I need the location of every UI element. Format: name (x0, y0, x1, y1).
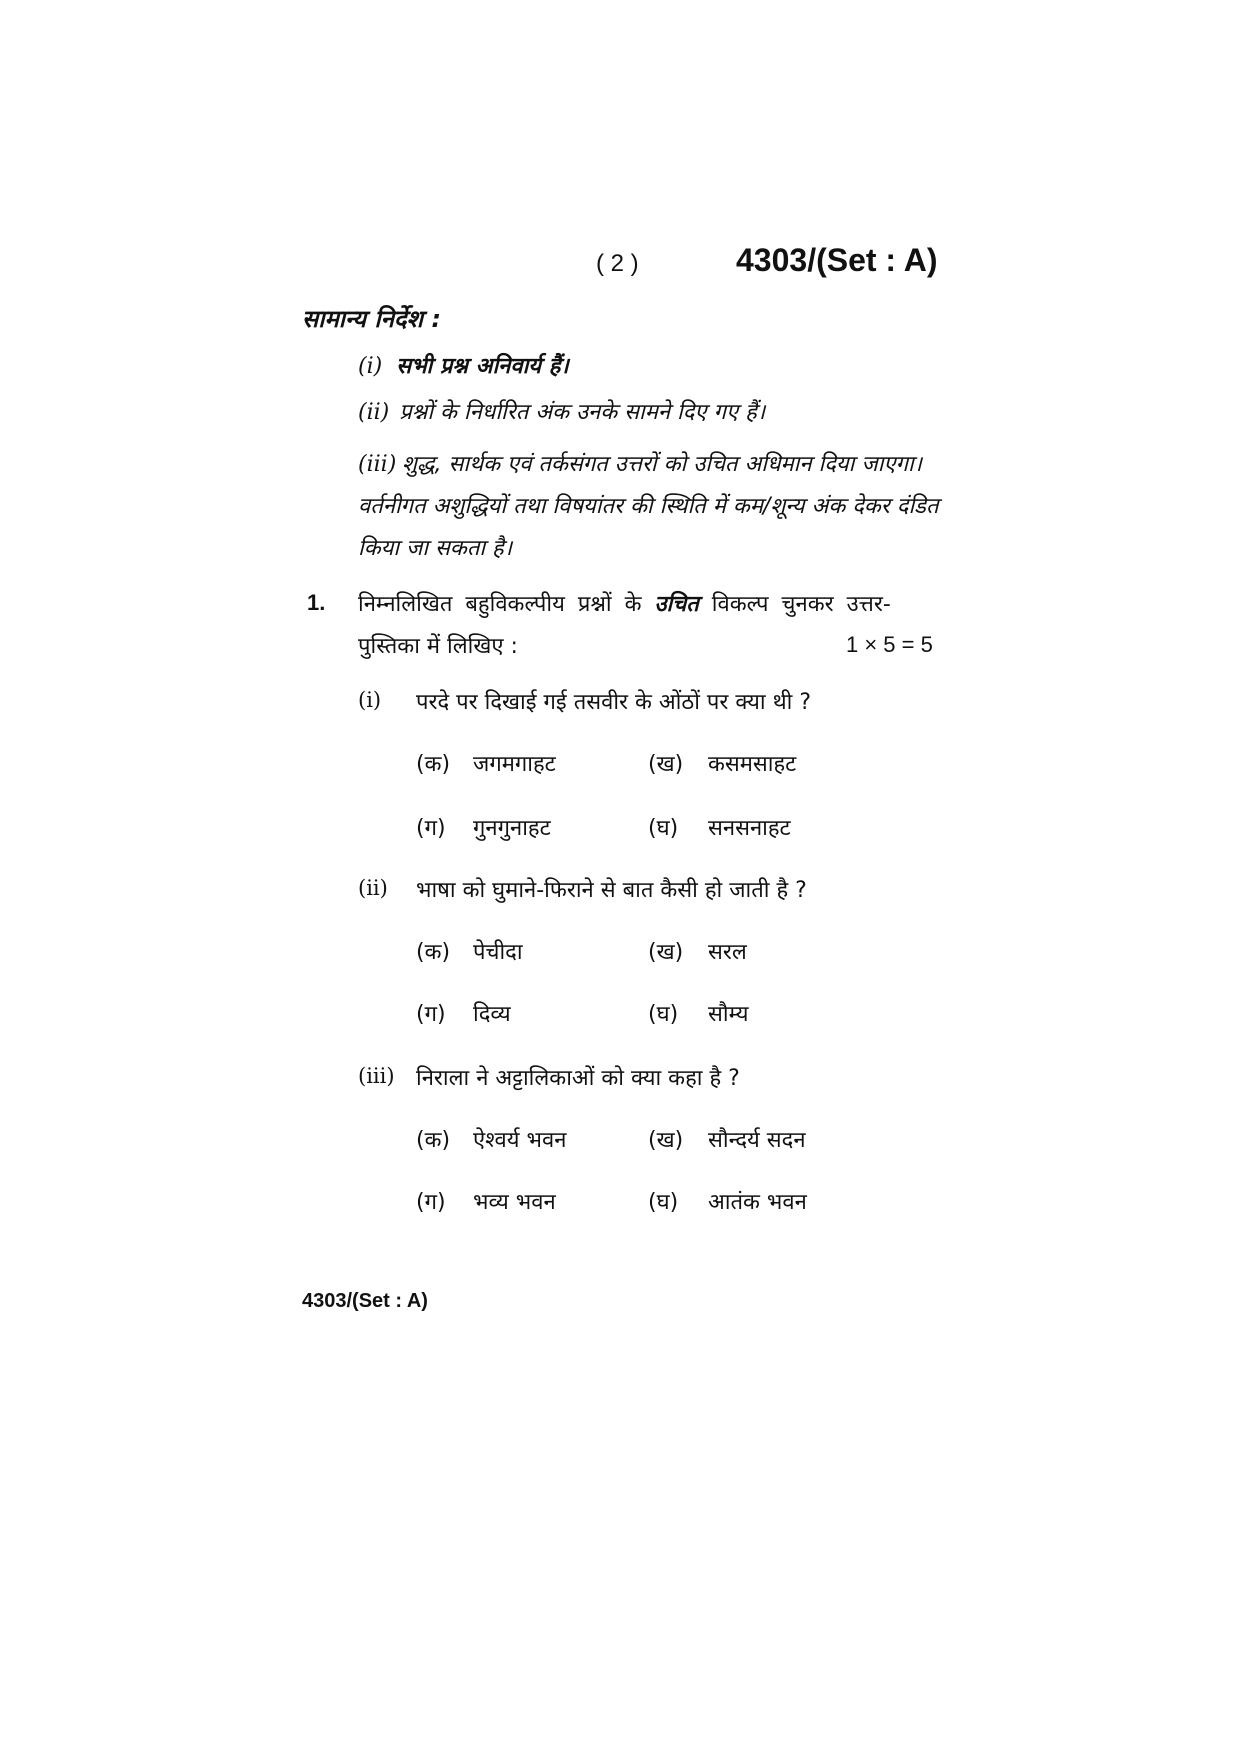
sub-question-number: (iii) (358, 1064, 395, 1088)
option-label: (ग) (416, 1190, 446, 1215)
option-text: भव्य भवन (473, 1190, 556, 1215)
option-text: सनसनाहट (708, 816, 791, 841)
option-text: गुनगुनाहट (473, 816, 551, 841)
instruction-item (358, 350, 569, 380)
set-code-footer: 4303/(Set : A) (302, 1290, 428, 1312)
option-label: (ख) (648, 752, 684, 777)
option-label: (ग) (416, 1002, 446, 1027)
general-instructions-heading: सामान्य निर्देश : (302, 305, 441, 333)
option-label: (घ) (648, 1190, 679, 1215)
sub-question-text: निराला ने अट्टालिकाओं को क्या कहा है ? (416, 1066, 740, 1091)
option-label: (घ) (648, 816, 679, 841)
instruction-number: (ii) (358, 400, 390, 425)
instruction-number: (iii) (358, 452, 397, 477)
option-label: (ग) (416, 816, 446, 841)
instruction-number: (i) (358, 354, 383, 379)
instruction-text: प्रश्नों के निर्धारित अंक उनके सामने दिए गए हैं। (399, 400, 766, 425)
question-text-part: निम्नलिखित बहुविकल्पीय प्रश्नों के (358, 592, 642, 617)
instruction-item (358, 444, 948, 570)
option-label: (क) (416, 1128, 451, 1153)
option-text: आतंक भवन (708, 1190, 807, 1215)
question-marks: 1 × 5 = 5 (846, 632, 933, 657)
option-text: जगमगाहट (473, 752, 556, 777)
instruction-text: शुद्ध, सार्थक एवं तर्कसंगत उत्तरों को उचित अधिमान दिया जाएगा। वर्तनीगत अशुद्धियों तथा विषयांतर की स्थिति में कम/शून्य अंक देकर दंडित किया जा सकता है। (358, 452, 939, 561)
page-number: ( 2 ) (596, 250, 639, 277)
set-code-header: 4303/(Set : A) (736, 242, 938, 278)
sub-question-number: (i) (358, 688, 382, 712)
question-text-part: विकल्प चुनकर उत्तर- (711, 592, 891, 617)
option-text: सौन्दर्य सदन (708, 1128, 806, 1153)
option-label: (क) (416, 940, 451, 965)
instruction-item (358, 396, 765, 426)
option-label: (ख) (648, 940, 684, 965)
question-text-line2: पुस्तिका में लिखिए : (358, 634, 518, 659)
question-emphasis: उचित (654, 592, 699, 617)
option-text: कसमसाहट (708, 752, 797, 777)
option-label: (घ) (648, 1002, 679, 1027)
question-text (358, 588, 891, 618)
option-text: दिव्य (473, 1002, 511, 1027)
question-number: 1. (307, 590, 326, 615)
option-text: पेचीदा (473, 940, 523, 965)
sub-question-text: भाषा को घुमाने-फिराने से बात कैसी हो जाती है ? (416, 878, 807, 903)
sub-question-text: परदे पर दिखाई गई तसवीर के ओंठों पर क्या थी ? (416, 690, 812, 715)
option-text: सौम्य (708, 1002, 749, 1027)
instruction-text: सभी प्रश्न अनिवार्य हैं। (396, 354, 569, 379)
option-text: ऐश्वर्य भवन (473, 1128, 567, 1153)
option-label: (ख) (648, 1128, 684, 1153)
option-text: सरल (708, 940, 747, 965)
option-label: (क) (416, 752, 451, 777)
sub-question-number: (ii) (358, 876, 388, 900)
